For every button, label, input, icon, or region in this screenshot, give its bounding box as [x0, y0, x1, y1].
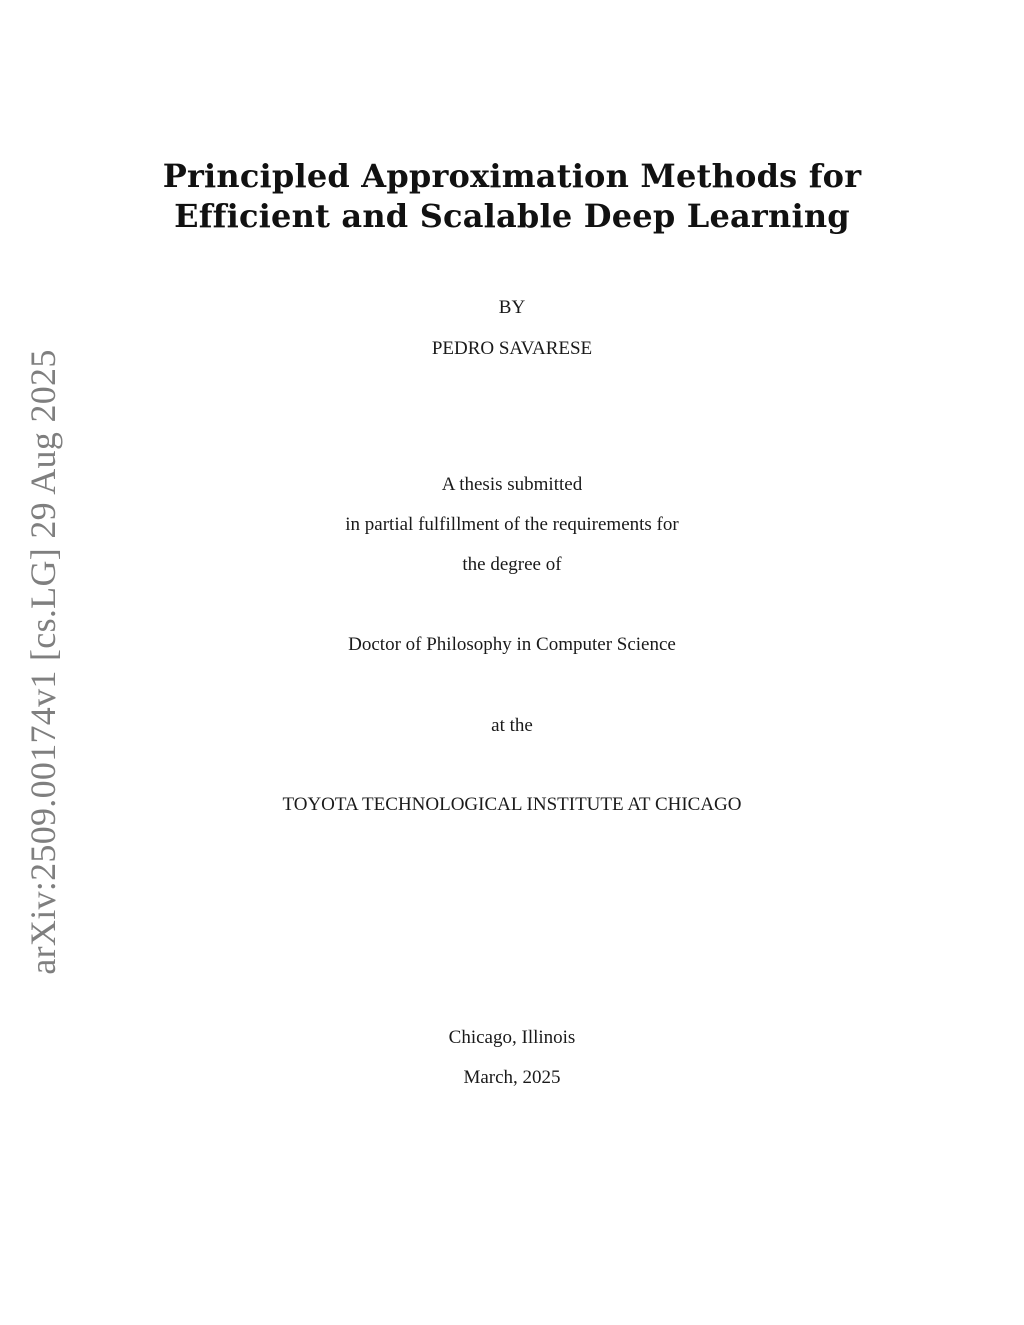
institution-name: TOYOTA TECHNOLOGICAL INSTITUTE AT CHICAGO — [282, 794, 742, 815]
at-the-text: at the — [491, 715, 533, 736]
thesis-title-line-1: Principled Approximation Methods for — [162, 157, 862, 195]
date: March, 2025 — [463, 1067, 561, 1088]
degree-name: Doctor of Philosophy in Computer Science — [348, 634, 676, 655]
submission-line-2: in partial fulfillment of the requirements for — [345, 514, 679, 535]
by-label: BY — [498, 297, 526, 318]
place: Chicago, Illinois — [448, 1027, 576, 1048]
thesis-title-line-2: Efficient and Scalable Deep Learning — [174, 197, 850, 235]
submission-line-3: the degree of — [462, 554, 562, 575]
author-name: PEDRO SAVARESE — [431, 338, 593, 359]
arxiv-stamp: arXiv:2509.00174v1 [cs.LG] 29 Aug 2025 — [23, 349, 63, 975]
submission-line-1: A thesis submitted — [441, 474, 583, 495]
